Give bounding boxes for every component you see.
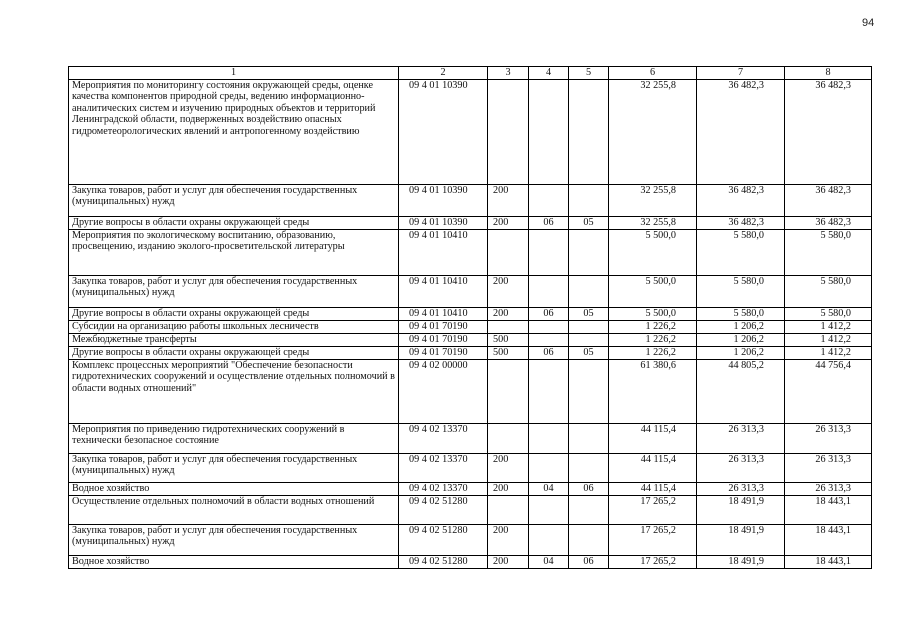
table-row	[69, 346, 872, 359]
section	[529, 275, 569, 307]
row-description: Субсидии на организацию работы школьных лесничеств	[69, 320, 399, 333]
expense-type	[488, 359, 529, 423]
target-code: 09 4 02 00000	[399, 359, 488, 423]
expense-type	[488, 229, 529, 275]
subsection	[569, 184, 609, 216]
value-col6: 1 226,2	[609, 320, 697, 333]
value-col8: 18 443,1	[785, 495, 872, 524]
value-col6: 44 115,4	[609, 423, 697, 453]
section	[529, 79, 569, 184]
value-col7: 36 482,3	[697, 184, 785, 216]
target-code: 09 4 02 51280	[399, 495, 488, 524]
value-col6: 32 255,8	[609, 184, 697, 216]
column-header: 7	[697, 67, 785, 80]
value-col7: 1 206,2	[697, 320, 785, 333]
target-code: 09 4 02 13370	[399, 482, 488, 495]
target-code: 09 4 02 51280	[399, 555, 488, 568]
subsection	[569, 453, 609, 482]
row-description: Мероприятия по мониторингу состояния окружающей среды, оценке качества компонентов природной среды, ведению информационно-аналитических систем и изучению природных объектов и территорий Ленинградской области, подверженных воздействию опасных гидрометеорологических явлений и антропогенному воздействию	[69, 79, 399, 184]
header-row	[69, 67, 872, 80]
row-description: Закупка товаров, работ и услуг для обеспечения государственных (муниципальных) нужд	[69, 275, 399, 307]
expense-type: 200	[488, 275, 529, 307]
value-col6: 44 115,4	[609, 482, 697, 495]
section: 06	[529, 307, 569, 320]
column-header: 6	[609, 67, 697, 80]
table-row	[69, 495, 872, 524]
target-code: 09 4 01 10390	[399, 79, 488, 184]
value-col8: 18 443,1	[785, 555, 872, 568]
value-col8: 1 412,2	[785, 320, 872, 333]
value-col7: 44 805,2	[697, 359, 785, 423]
value-col6: 1 226,2	[609, 333, 697, 346]
value-col6: 17 265,2	[609, 495, 697, 524]
subsection	[569, 275, 609, 307]
subsection: 05	[569, 307, 609, 320]
value-col7: 18 491,9	[697, 524, 785, 555]
value-col8: 18 443,1	[785, 524, 872, 555]
row-description: Другие вопросы в области охраны окружающей среды	[69, 307, 399, 320]
section	[529, 320, 569, 333]
value-col6: 32 255,8	[609, 79, 697, 184]
table-row	[69, 359, 872, 423]
column-header: 4	[529, 67, 569, 80]
target-code: 09 4 01 10410	[399, 229, 488, 275]
value-col8: 36 482,3	[785, 184, 872, 216]
expense-type: 500	[488, 333, 529, 346]
target-code: 09 4 01 10410	[399, 275, 488, 307]
value-col6: 5 500,0	[609, 229, 697, 275]
subsection	[569, 333, 609, 346]
section	[529, 229, 569, 275]
expense-type: 200	[488, 482, 529, 495]
subsection	[569, 524, 609, 555]
table-body	[69, 67, 872, 569]
value-col8: 26 313,3	[785, 423, 872, 453]
section	[529, 359, 569, 423]
page-number: 94	[862, 17, 875, 29]
section: 04	[529, 555, 569, 568]
subsection: 06	[569, 555, 609, 568]
row-description: Водное хозяйство	[69, 482, 399, 495]
target-code: 09 4 02 51280	[399, 524, 488, 555]
target-code: 09 4 01 10390	[399, 184, 488, 216]
value-col8: 36 482,3	[785, 216, 872, 229]
target-code: 09 4 02 13370	[399, 423, 488, 453]
table-row	[69, 320, 872, 333]
section: 06	[529, 216, 569, 229]
expense-type: 200	[488, 453, 529, 482]
value-col8: 36 482,3	[785, 79, 872, 184]
table-row	[69, 555, 872, 568]
value-col7: 36 482,3	[697, 79, 785, 184]
value-col6: 44 115,4	[609, 453, 697, 482]
value-col8: 44 756,4	[785, 359, 872, 423]
value-col7: 36 482,3	[697, 216, 785, 229]
row-description: Закупка товаров, работ и услуг для обеспечения государственных (муниципальных) нужд	[69, 524, 399, 555]
value-col8: 26 313,3	[785, 482, 872, 495]
value-col7: 18 491,9	[697, 555, 785, 568]
budget-table	[68, 66, 872, 569]
section	[529, 495, 569, 524]
value-col8: 5 580,0	[785, 229, 872, 275]
value-col8: 1 412,2	[785, 346, 872, 359]
target-code: 09 4 01 70190	[399, 320, 488, 333]
table-row	[69, 184, 872, 216]
table-row	[69, 229, 872, 275]
row-description: Закупка товаров, работ и услуг для обеспечения государственных (муниципальных) нужд	[69, 453, 399, 482]
row-description: Межбюджетные трансферты	[69, 333, 399, 346]
row-description: Мероприятия по приведению гидротехнических сооружений в технически безопасное состояние	[69, 423, 399, 453]
value-col6: 61 380,6	[609, 359, 697, 423]
value-col6: 1 226,2	[609, 346, 697, 359]
table-row	[69, 524, 872, 555]
section	[529, 184, 569, 216]
expense-type: 500	[488, 346, 529, 359]
row-description: Мероприятия по экологическому воспитанию, образованию, просвещению, изданию эколого-просветительской литературы	[69, 229, 399, 275]
subsection	[569, 229, 609, 275]
expense-type: 200	[488, 184, 529, 216]
table-row	[69, 275, 872, 307]
target-code: 09 4 01 10390	[399, 216, 488, 229]
target-code: 09 4 02 13370	[399, 453, 488, 482]
table-row	[69, 482, 872, 495]
value-col8: 1 412,2	[785, 333, 872, 346]
value-col6: 17 265,2	[609, 555, 697, 568]
expense-type: 200	[488, 216, 529, 229]
expense-type	[488, 320, 529, 333]
column-header: 8	[785, 67, 872, 80]
value-col8: 26 313,3	[785, 453, 872, 482]
table-row	[69, 307, 872, 320]
section	[529, 524, 569, 555]
table-row	[69, 423, 872, 453]
table-row	[69, 79, 872, 184]
subsection: 06	[569, 482, 609, 495]
expense-type: 200	[488, 555, 529, 568]
value-col7: 5 580,0	[697, 229, 785, 275]
row-description: Водное хозяйство	[69, 555, 399, 568]
target-code: 09 4 01 70190	[399, 346, 488, 359]
value-col6: 5 500,0	[609, 307, 697, 320]
value-col6: 5 500,0	[609, 275, 697, 307]
row-description: Закупка товаров, работ и услуг для обеспечения государственных (муниципальных) нужд	[69, 184, 399, 216]
table-row	[69, 333, 872, 346]
value-col8: 5 580,0	[785, 307, 872, 320]
subsection	[569, 495, 609, 524]
expense-type	[488, 495, 529, 524]
value-col6: 17 265,2	[609, 524, 697, 555]
section	[529, 423, 569, 453]
subsection	[569, 423, 609, 453]
subsection	[569, 79, 609, 184]
value-col7: 5 580,0	[697, 275, 785, 307]
value-col7: 1 206,2	[697, 333, 785, 346]
value-col7: 26 313,3	[697, 423, 785, 453]
target-code: 09 4 01 10410	[399, 307, 488, 320]
section: 06	[529, 346, 569, 359]
target-code: 09 4 01 70190	[399, 333, 488, 346]
section: 04	[529, 482, 569, 495]
table-row	[69, 453, 872, 482]
subsection: 05	[569, 346, 609, 359]
value-col7: 1 206,2	[697, 346, 785, 359]
column-header: 1	[69, 67, 399, 80]
table-row	[69, 216, 872, 229]
subsection	[569, 359, 609, 423]
value-col7: 18 491,9	[697, 495, 785, 524]
column-header: 3	[488, 67, 529, 80]
row-description: Другие вопросы в области охраны окружающей среды	[69, 346, 399, 359]
section	[529, 333, 569, 346]
expense-type	[488, 79, 529, 184]
value-col8: 5 580,0	[785, 275, 872, 307]
value-col6: 32 255,8	[609, 216, 697, 229]
expense-type: 200	[488, 524, 529, 555]
subsection: 05	[569, 216, 609, 229]
column-header: 5	[569, 67, 609, 80]
value-col7: 5 580,0	[697, 307, 785, 320]
value-col7: 26 313,3	[697, 482, 785, 495]
row-description: Осуществление отдельных полномочий в области водных отношений	[69, 495, 399, 524]
row-description: Комплекс процессных мероприятий "Обеспечение безопасности гидротехнических сооружений и осуществление отдельных полномочий в области водных отношений"	[69, 359, 399, 423]
value-col7: 26 313,3	[697, 453, 785, 482]
section	[529, 453, 569, 482]
row-description: Другие вопросы в области охраны окружающей среды	[69, 216, 399, 229]
subsection	[569, 320, 609, 333]
expense-type: 200	[488, 307, 529, 320]
column-header: 2	[399, 67, 488, 80]
expense-type	[488, 423, 529, 453]
